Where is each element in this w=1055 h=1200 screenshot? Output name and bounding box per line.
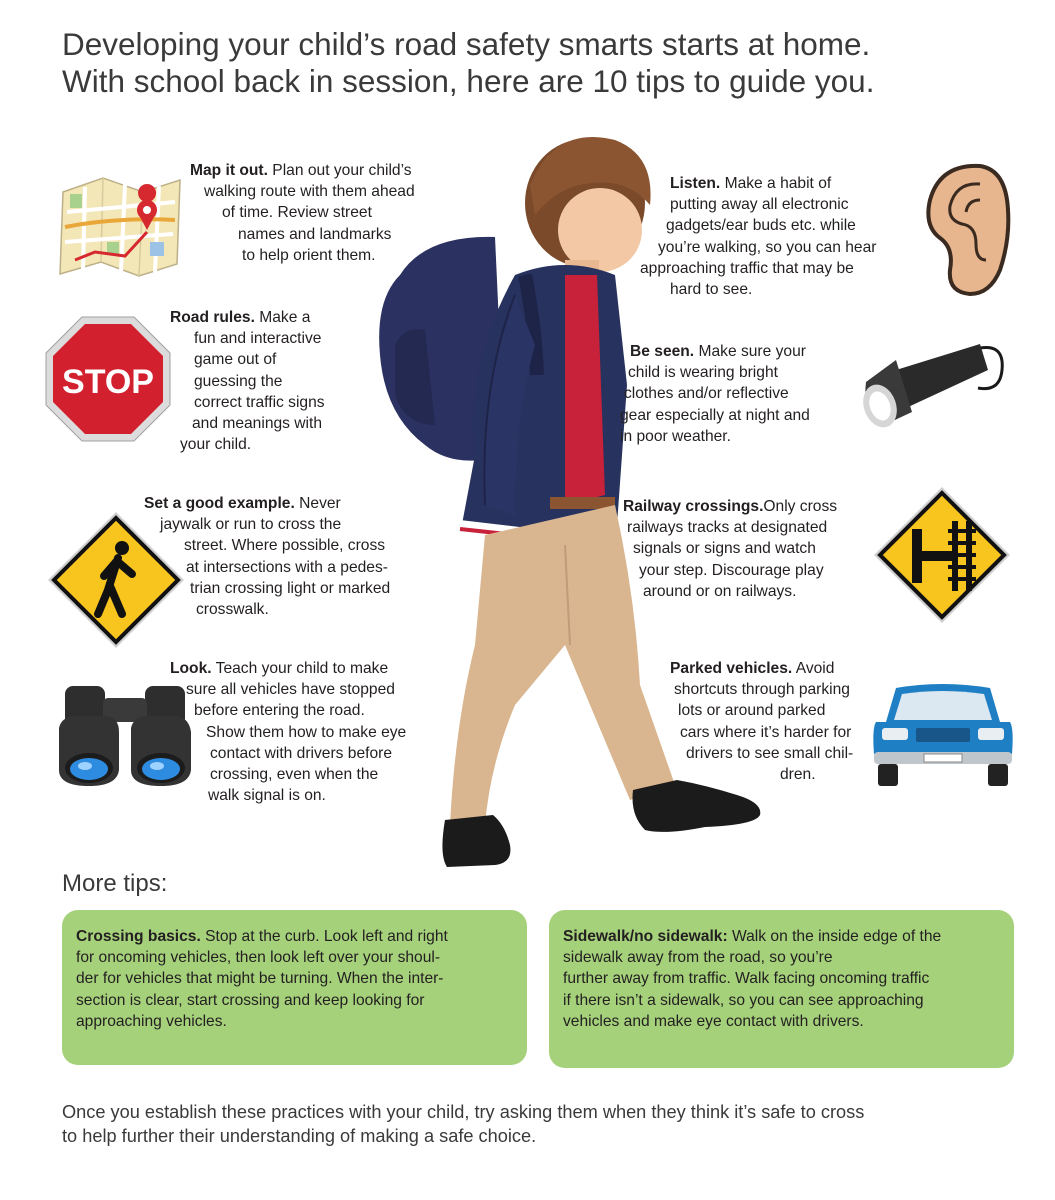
tip-seen-title: Be seen. bbox=[630, 343, 695, 360]
sidewalk-title: Sidewalk/no sidewalk: bbox=[563, 928, 728, 945]
tip-road-rules: Road rules. Make a fun and interactive game out of guessing the correct traffic signs and meanings with your child. bbox=[170, 309, 325, 454]
crossing-basics-box: Crossing basics. Stop at the curb. Look left and right for oncoming vehicles, then look left over your shoul- der for vehicles that might be turning. When the inter- section is clear, start crossing and keep looking for approaching vehicles. bbox=[62, 910, 527, 1065]
headline bbox=[62, 26, 1022, 100]
tip-listen: Listen. Make a habit of putting away all electronic gadgets/ear buds etc. while you’re walking, so you can hear approaching traffic that may be hard to see. bbox=[640, 175, 877, 299]
stop-sign-text: STOP bbox=[62, 363, 154, 401]
parked-car-icon bbox=[872, 680, 1014, 788]
stop-sign-icon bbox=[44, 315, 172, 443]
tip-map-it-out: Map it out. Plan out your child’s walking route with them ahead of time. Review street names and landmarks to help orient them. bbox=[190, 162, 415, 264]
tip-look-title: Look. bbox=[170, 660, 212, 677]
flashlight-icon bbox=[860, 330, 1010, 430]
headline-line-2: With school back in session, here are 10 tips to guide you. bbox=[62, 63, 875, 99]
tip-railway-crossings: Railway crossings.Only cross railways tracks at designated signals or signs and watch your step. Discourage play around or on railways. bbox=[623, 498, 838, 600]
ear-icon bbox=[920, 160, 1012, 300]
closing-line-2: to help further their understanding of making a safe choice. bbox=[62, 1125, 537, 1146]
railway-crossing-sign-icon bbox=[872, 485, 1012, 625]
tip-example-title: Set a good example. bbox=[144, 495, 295, 512]
tip-map-title: Map it out. bbox=[190, 162, 268, 179]
headline-line-1: Developing your child’s road safety smarts starts at home. bbox=[62, 26, 871, 62]
tip-parked-title: Parked vehicles. bbox=[670, 660, 793, 677]
tip-look: Look. Teach your child to make sure all vehicles have stopped before entering the road. Show them how to make eye contact with drivers before crossing, even when the walk signal is on. bbox=[170, 660, 407, 805]
tip-be-seen: Be seen. Make sure your child is wearing bright clothes and/or reflective gear especially at night and in poor weather. bbox=[620, 343, 810, 445]
closing-line-1: Once you establish these practices with your child, try asking them when they think it’s safe to cross bbox=[62, 1102, 865, 1122]
tip-set-a-good-example: Set a good example. Never jaywalk or run to cross the street. Where possible, cross at intersections with a pedes- trian crossing light or marked crosswalk. bbox=[144, 495, 391, 619]
tip-railway-title: Railway crossings. bbox=[623, 498, 764, 515]
tip-parked-vehicles: Parked vehicles. Avoid shortcuts through parking lots or around parked cars where it’s harder for drivers to see small chil- dren. bbox=[670, 660, 854, 784]
tip-listen-title: Listen. bbox=[670, 175, 721, 192]
crossing-basics-title: Crossing basics. bbox=[76, 928, 201, 945]
tip-road-title: Road rules. bbox=[170, 309, 255, 326]
map-icon bbox=[55, 172, 185, 282]
sidewalk-box: Sidewalk/no sidewalk: Walk on the inside edge of the sidewalk away from the road, so you’re further away from traffic. Walk facing oncoming traffic if there isn’t a sidewalk, so you can see approaching vehicles and make eye contact with drivers. bbox=[549, 910, 1014, 1068]
closing-paragraph bbox=[62, 1101, 864, 1148]
more-tips-heading: More tips: bbox=[62, 870, 168, 897]
